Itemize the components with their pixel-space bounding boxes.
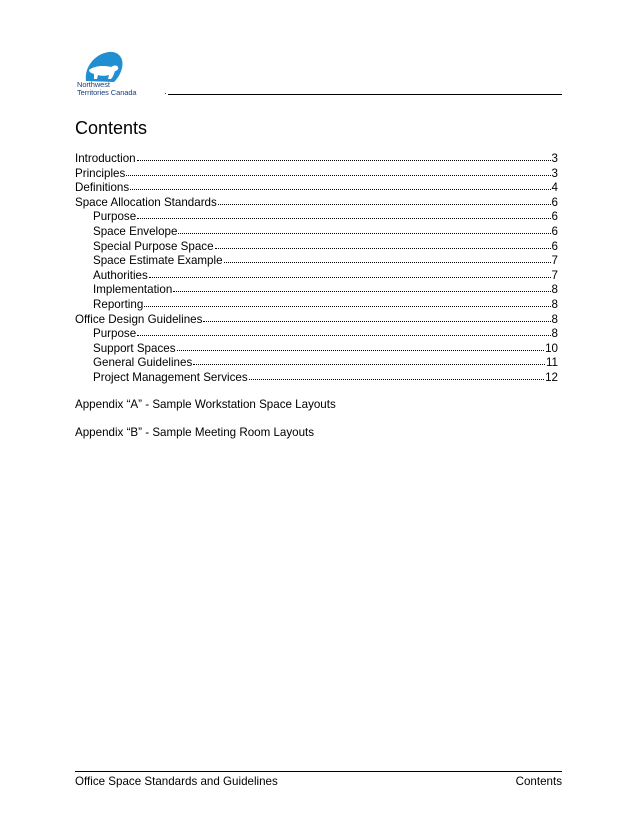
- logo-line1: Northwest: [77, 80, 110, 89]
- toc-entry-label: Definitions: [75, 181, 130, 195]
- toc-entry[interactable]: [75, 282, 558, 297]
- toc-dot-leader: [193, 354, 545, 365]
- toc-entry-label: Space Allocation Standards: [75, 195, 217, 209]
- toc-entry[interactable]: [75, 239, 558, 254]
- toc-entry-label: Reporting: [93, 297, 144, 311]
- footer-rule: [75, 771, 562, 772]
- toc-dot-leader: [149, 267, 551, 278]
- toc-dot-leader: [215, 238, 551, 249]
- toc-entry-label: Office Design Guidelines: [75, 312, 203, 326]
- toc-entry-page: 4: [551, 181, 558, 195]
- toc-entry-page: 6: [551, 224, 558, 238]
- toc-dot-leader: [203, 311, 550, 322]
- toc-entry-page: 11: [545, 356, 558, 370]
- toc-entry[interactable]: [75, 209, 558, 224]
- toc-entry-page: 6: [551, 239, 558, 253]
- toc-entry-page: 3: [551, 166, 558, 180]
- toc-entry-label: Space Envelope: [93, 224, 178, 238]
- toc-entry-page: 7: [551, 254, 558, 268]
- toc-entry-label: Purpose: [93, 327, 137, 341]
- table-of-contents: [75, 151, 558, 385]
- toc-entry-page: 6: [551, 210, 558, 224]
- toc-entry[interactable]: [75, 326, 558, 341]
- toc-entry[interactable]: [75, 268, 558, 283]
- toc-entry-label: Authorities: [93, 268, 148, 282]
- toc-entry[interactable]: [75, 166, 558, 181]
- toc-entry[interactable]: [75, 224, 558, 239]
- toc-entry-page: 8: [551, 327, 558, 341]
- toc-dot-leader: [137, 325, 550, 336]
- toc-entry[interactable]: [75, 370, 558, 385]
- toc-entry[interactable]: [75, 195, 558, 210]
- toc-entry-label: Support Spaces: [93, 341, 176, 355]
- logo-wordmark: [77, 81, 136, 97]
- toc-entry[interactable]: [75, 151, 558, 166]
- toc-entry-label: Principles: [75, 166, 126, 180]
- toc-entry-label: Purpose: [93, 210, 137, 224]
- toc-entry-page: 8: [551, 283, 558, 297]
- toc-dot-leader: [137, 208, 550, 219]
- page-title: Contents: [75, 118, 148, 138]
- toc-entry[interactable]: [75, 253, 558, 268]
- toc-dot-leader: [137, 150, 551, 161]
- toc-entry[interactable]: [75, 312, 558, 327]
- appendix-a: Appendix “A” - Sample Workstation Space Layouts: [75, 398, 336, 411]
- toc-entry-page: 6: [551, 195, 558, 209]
- toc-entry-page: 3: [551, 152, 558, 165]
- toc-entry-label: General Guidelines: [93, 356, 193, 370]
- toc-dot-leader: [178, 223, 550, 234]
- toc-dot-leader: [224, 252, 551, 263]
- toc-dot-leader: [126, 165, 550, 176]
- toc-entry-page: 10: [545, 341, 558, 355]
- toc-entry-label: Special Purpose Space: [93, 239, 214, 253]
- header-rule: [168, 94, 562, 95]
- toc-entry[interactable]: [75, 341, 558, 356]
- logo-line2: Territories Canada: [77, 88, 137, 97]
- toc-dot-leader: [144, 296, 550, 307]
- toc-entry-page: 8: [551, 297, 558, 311]
- toc-entry-page: 7: [551, 268, 558, 282]
- toc-entry[interactable]: [75, 297, 558, 312]
- footer-document-title: Office Space Standards and Guidelines: [75, 775, 278, 788]
- footer-section-name: Contents: [515, 775, 562, 788]
- header-dot: [165, 93, 166, 94]
- toc-dot-leader: [218, 194, 551, 205]
- toc-entry[interactable]: [75, 355, 558, 370]
- toc-dot-leader: [249, 369, 544, 380]
- toc-dot-leader: [177, 340, 545, 351]
- appendix-b: Appendix “B” - Sample Meeting Room Layouts: [75, 426, 315, 439]
- toc-entry-label: Space Estimate Example: [93, 254, 223, 268]
- toc-entry[interactable]: [75, 180, 558, 195]
- toc-dot-leader: [173, 281, 550, 292]
- toc-entry-label: Implementation: [93, 283, 173, 297]
- toc-dot-leader: [130, 179, 550, 190]
- toc-entry-label: Introduction: [75, 152, 136, 165]
- toc-entry-label: Project Management Services: [93, 370, 248, 384]
- toc-entry-page: 12: [545, 370, 558, 384]
- toc-entry-page: 8: [551, 312, 558, 326]
